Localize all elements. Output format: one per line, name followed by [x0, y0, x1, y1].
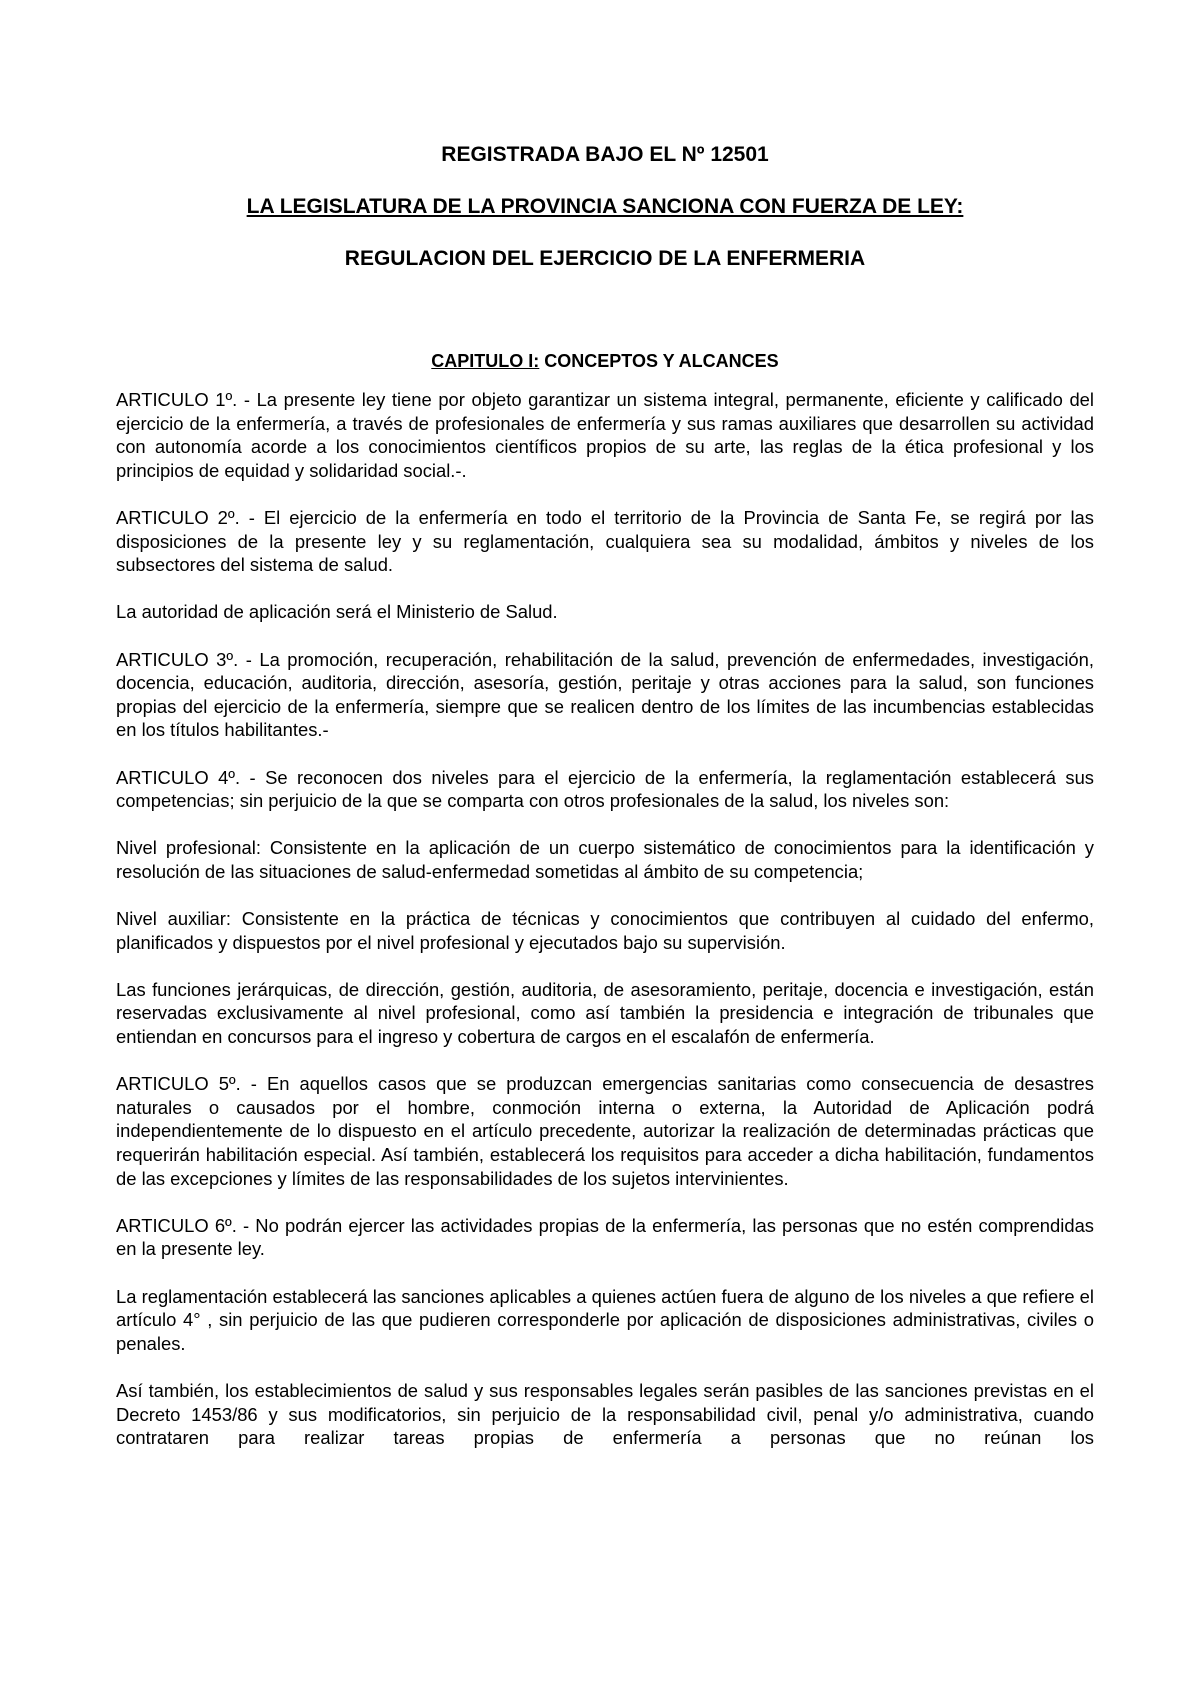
article-4: ARTICULO 4º. - Se reconocen dos niveles para el ejercicio de la enfermería, la reglamentación establecerá sus competencias; sin perjuicio de la que se comparta con otros profesionales de la salud, los niveles son: — [116, 766, 1094, 812]
chapter-heading — [116, 350, 1094, 372]
article-5: ARTICULO 5º. - En aquellos casos que se produzcan emergencias sanitarias como consecuencia de desastres naturales o causados por el hombre, conmoción interna o externa, la Autoridad de Aplicación podrá independientemente de lo dispuesto en el artículo precedente, autorizar la realización de determinadas prácticas que requerirán habilitación especial. Así también, establecerá los requisitos para acceder a dicha habilitación, fundamentos de las excepciones y límites de las responsabilidades de los sujetos intervinientes. — [116, 1073, 1094, 1189]
establishments-paragraph: Así también, los establecimientos de salud y sus responsables legales serán pasibles de las sanciones previstas en el Decreto 1453/86 y sus modificatorios, sin perjuicio de la responsabilidad civil, penal y/o administrativa, cuando contrataren para realizar tareas propias de enfermería a personas que no reúnan los — [116, 1379, 1094, 1449]
article-1: ARTICULO 1º. - La presente ley tiene por objeto garantizar un sistema integral, permanente, eficiente y calificado del ejercicio de la enfermería, a través de profesionales de enfermería y sus ramas auxiliares que desarrollen su actividad con autonomía acorde a los conocimientos científicos propios de su arte, las reglas de la ética profesional y los principios de equidad y solidaridad social.-. — [116, 389, 1094, 481]
hierarchical-functions-paragraph: Las funciones jerárquicas, de dirección, gestión, auditoria, de asesoramiento, peritaje, docencia e investigación, están reservadas exclusivamente al nivel profesional, como así también la presidencia e integración de tribunales que entiendan en concursos para el ingreso y cobertura de cargos en el escalafón de enfermería. — [116, 978, 1094, 1048]
article-2: ARTICULO 2º. - El ejercicio de la enfermería en todo el territorio de la Provincia de Santa Fe, se regirá por las disposiciones de la presente ley y su reglamentación, cualquiera sea su modalidad, ámbitos y niveles de los subsectores del sistema de salud. — [116, 506, 1094, 576]
auxiliary-level-paragraph: Nivel auxiliar: Consistente en la práctica de técnicas y conocimientos que contribuyen al cuidado del enfermo, planificados y dispuestos por el nivel profesional y ejecutados bajo su supervisión. — [116, 908, 1094, 953]
registration-heading: REGISTRADA BAJO EL Nº 12501 — [441, 143, 769, 166]
sanctions-paragraph: La reglamentación establecerá las sanciones aplicables a quienes actúen fuera de alguno de los niveles a que refiere el artículo 4° , sin perjuicio de las que pudieren corresponderle por aplicación de disposiciones administrativas, civiles o penales. — [116, 1285, 1094, 1354]
article-6: ARTICULO 6º. - No podrán ejercer las actividades propias de la enfermería, las personas que no estén comprendidas en la presente ley. — [116, 1214, 1094, 1260]
article-3: ARTICULO 3º. - La promoción, recuperación, rehabilitación de la salud, prevención de enfermedades, investigación, docencia, educación, auditoria, dirección, asesoría, gestión, peritaje y otras acciones para la salud, son funciones propias del ejercicio de la enfermería, siempre que se realicen dentro de los límites de las incumbencias establecidas en los títulos habilitantes.- — [116, 648, 1094, 741]
document-page — [116, 142, 1094, 1450]
enactment-heading: LA LEGISLATURA DE LA PROVINCIA SANCIONA CON FUERZA DE LEY: — [246, 195, 964, 218]
law-title: REGULACION DEL EJERCICIO DE LA ENFERMERIA — [344, 247, 866, 270]
authority-paragraph: La autoridad de aplicación será el Ministerio de Salud. — [116, 601, 558, 623]
chapter-label: CAPITULO I: — [431, 351, 540, 371]
professional-level-paragraph: Nivel profesional: Consistente en la aplicación de un cuerpo sistemático de conocimientos para la identificación y resolución de las situaciones de salud-enfermedad sometidas al ámbito de su competencia; — [116, 837, 1094, 882]
chapter-title: CONCEPTOS Y ALCANCES — [539, 351, 779, 371]
